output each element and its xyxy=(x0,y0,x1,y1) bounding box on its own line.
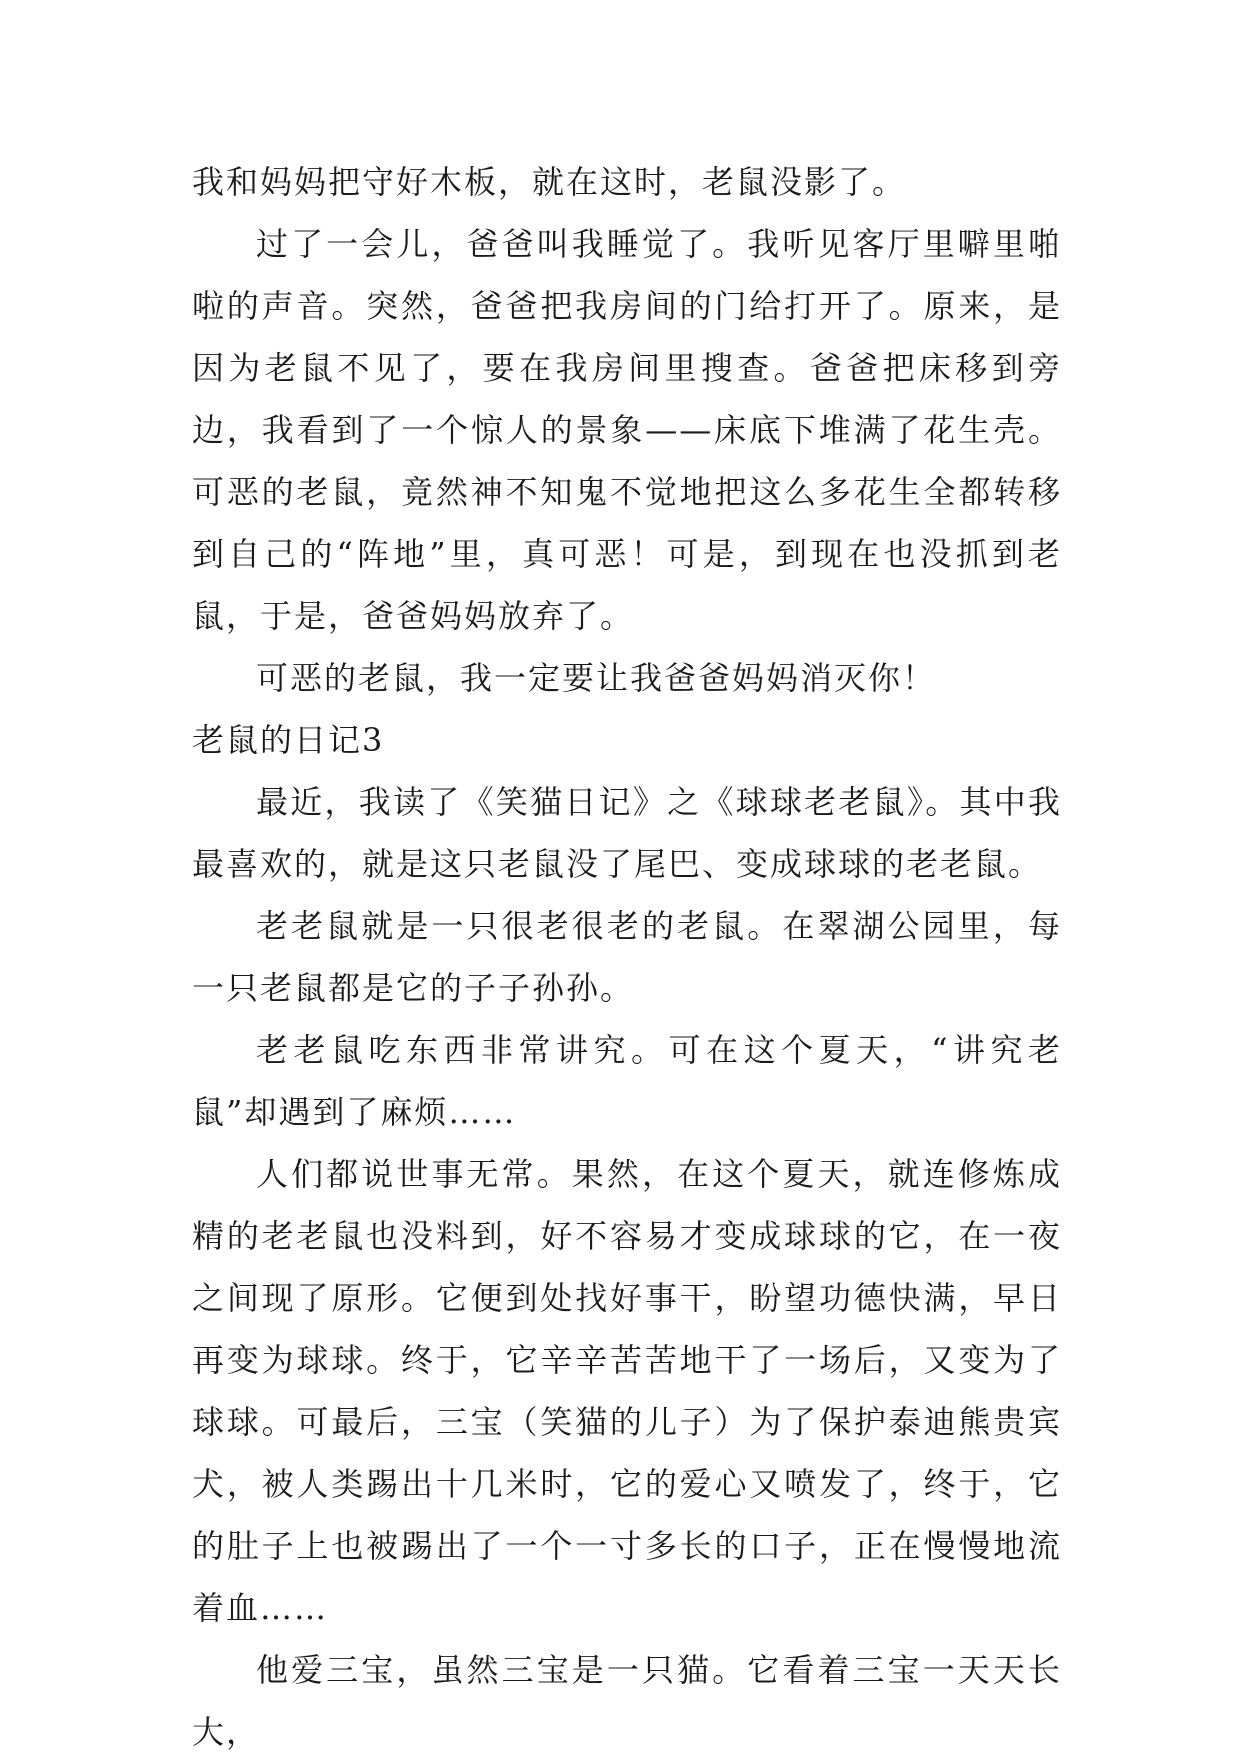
paragraph: 老老鼠吃东西非常讲究。可在这个夏天，“讲究老鼠”却遇到了麻烦…… xyxy=(192,1031,1062,1131)
paragraph: 他爱三宝，虽然三宝是一只猫。它看着三宝一天天长大， xyxy=(192,1651,1062,1751)
paragraph: 人们都说世事无常。果然，在这个夏天，就连修炼成精的老老鼠也没料到，好不容易才变成球球的它，在一夜之间现了原形。它便到处找好事干，盼望功德快满，早日再变为球球。终于，它辛辛苦苦地干了一场后，又变为了球球。可最后，三宝（笑猫的儿子）为了保护泰迪熊贵宾犬，被人类踢出十几米时，它的爱心又喷发了，终于，它的肚子上也被踢出了一个一寸多长的口子，正在慢慢地流着血…… xyxy=(192,1155,1062,1627)
paragraph: 老老鼠就是一只很老很老的老鼠。在翠湖公园里，每一只老鼠都是它的子子孙孙。 xyxy=(192,907,1062,1007)
paragraph: 最近，我读了《笑猫日记》之《球球老老鼠》。其中我最喜欢的，就是这只老鼠没了尾巴、变成球球的老老鼠。 xyxy=(192,783,1062,883)
document-page xyxy=(192,151,1062,1763)
paragraph: 可恶的老鼠，我一定要让我爸爸妈妈消灭你！ xyxy=(256,659,937,697)
paragraph-continued: 我和妈妈把守好木板，就在这时，老鼠没影了。 xyxy=(192,163,907,201)
paragraph: 过了一会儿，爸爸叫我睡觉了。我听见客厅里噼里啪啦的声音。突然，爸爸把我房间的门给打开了。原来，是因为老鼠不见了，要在我房间里搜查。爸爸把床移到旁边，我看到了一个惊人的景象——床底下堆满了花生壳。可恶的老鼠，竟然神不知鬼不觉地把这么多花生全都转移到自己的“阵地”里，真可恶！可是，到现在也没抓到老鼠，于是，爸爸妈妈放弃了。 xyxy=(192,225,1062,635)
section-heading: 老鼠的日记3 xyxy=(192,721,385,759)
